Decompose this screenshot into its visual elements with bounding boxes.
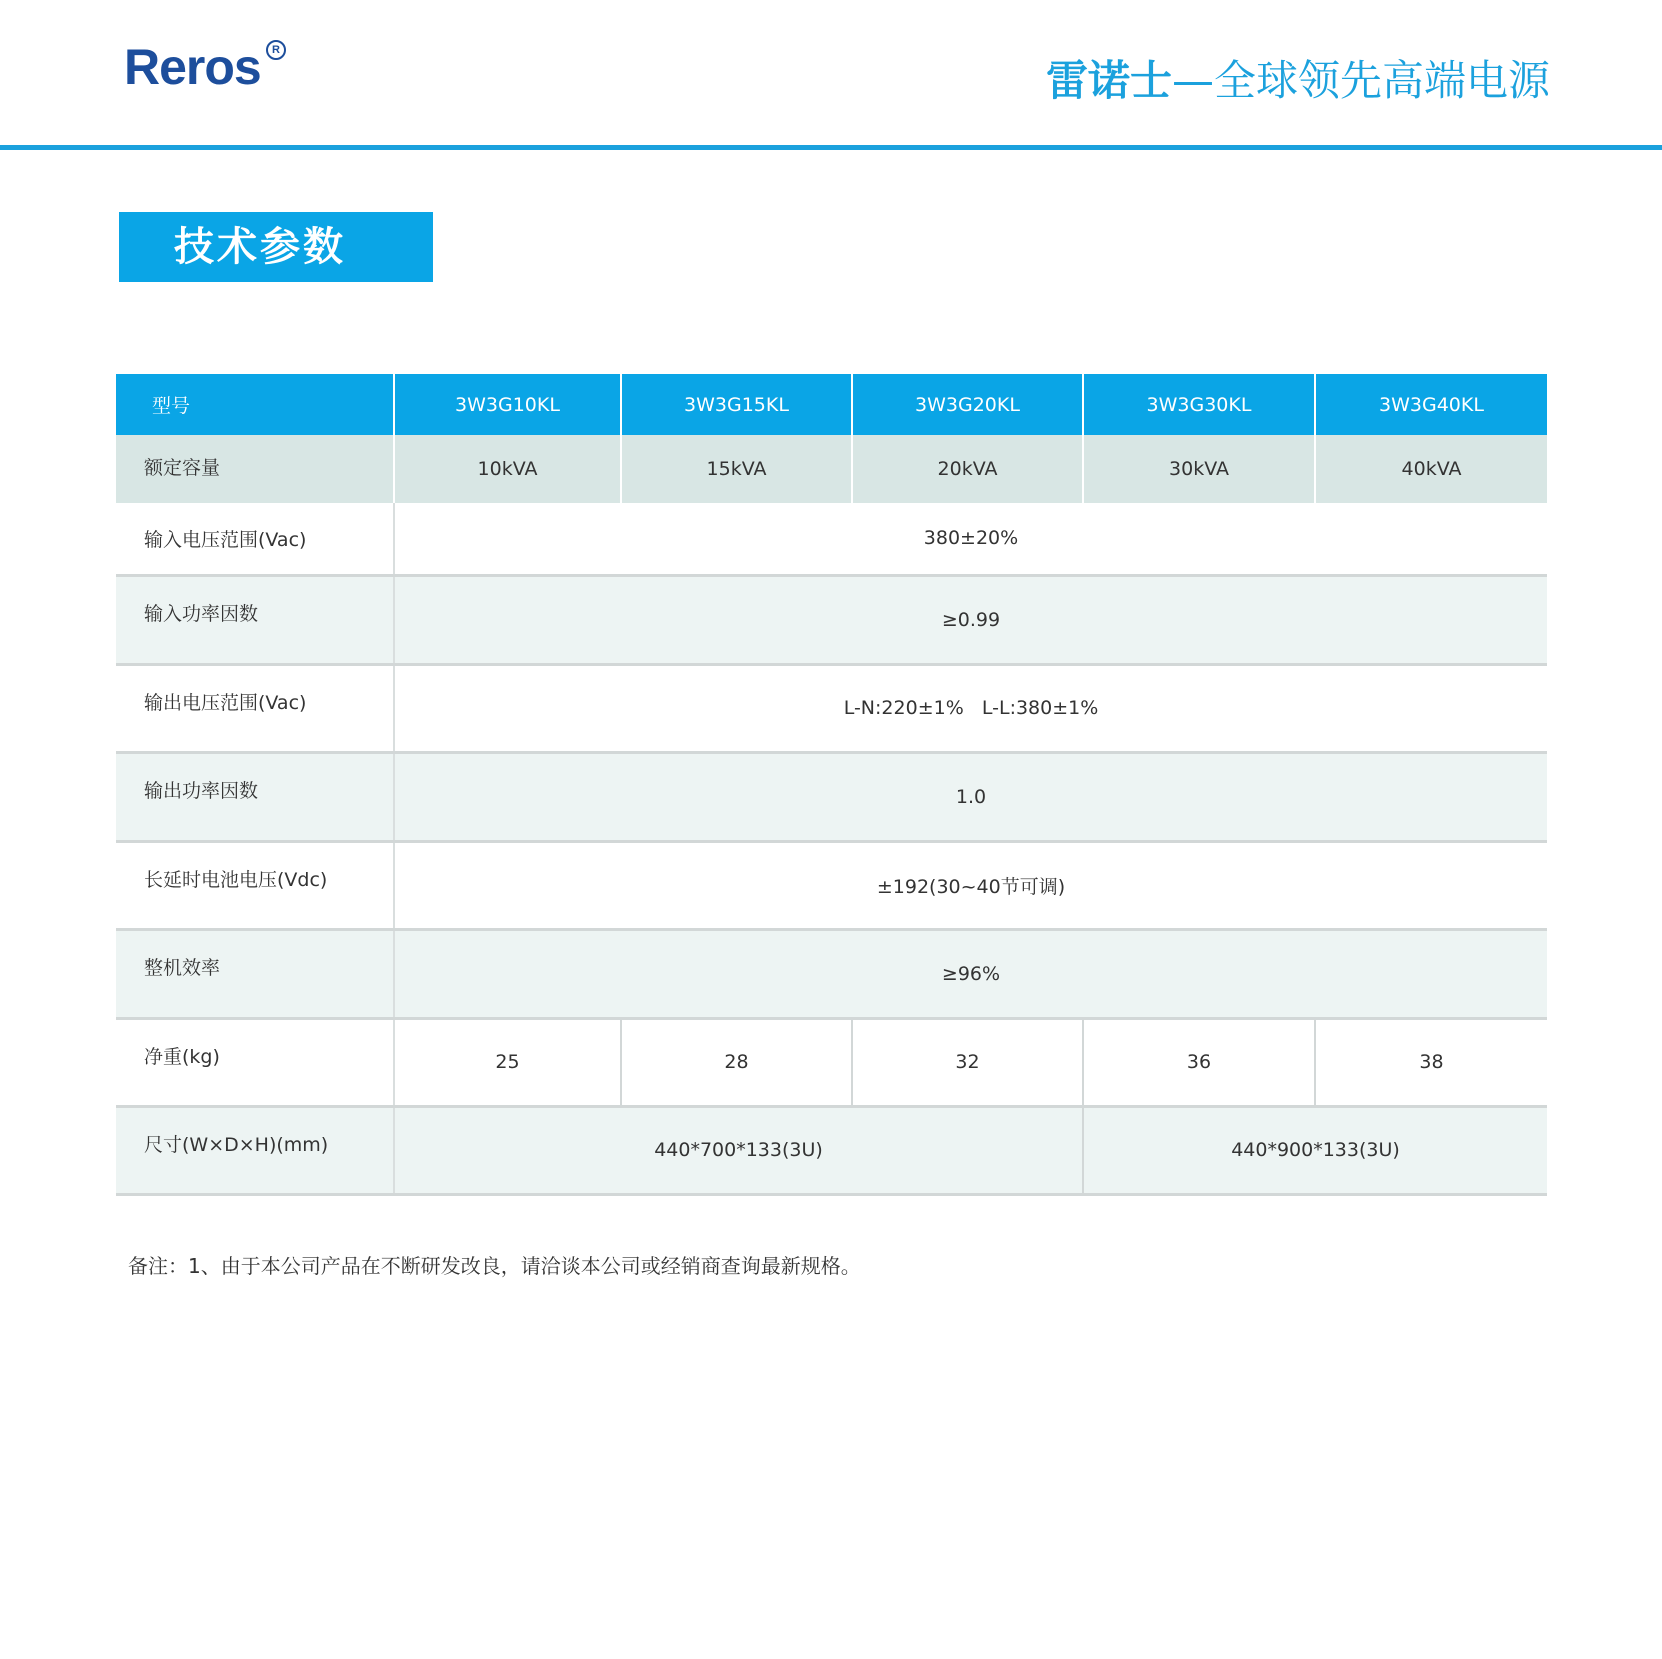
row-label: 输入功率因数: [116, 575, 394, 664]
tagline-brand: 雷诺士: [1045, 56, 1172, 105]
weight-cell: 25: [394, 1018, 621, 1106]
header-label: 型号: [116, 374, 394, 435]
registered-mark: R: [266, 40, 286, 60]
reros-logo: Reros: [124, 39, 261, 95]
table-row: [116, 1018, 1547, 1106]
row-label: 输出电压范围(Vac): [116, 664, 394, 752]
table-row: [116, 1106, 1547, 1194]
model-header: 3W3G10KL: [394, 374, 621, 435]
weight-cell: 38: [1315, 1018, 1547, 1106]
capacity-cell: 30kVA: [1083, 435, 1315, 503]
footnote: 备注：1、由于本公司产品在不断研发改良，请洽谈本公司或经销商查询最新规格。: [128, 1254, 861, 1278]
row-label: 长延时电池电压(Vdc): [116, 841, 394, 929]
row-label: 输出功率因数: [116, 752, 394, 841]
row-label: 净重(kg): [116, 1018, 394, 1106]
spec-table: [116, 374, 1547, 1196]
page-header: [0, 0, 1662, 150]
capacity-cell: 15kVA: [621, 435, 852, 503]
size-cell: 440*700*133(3U): [394, 1106, 1083, 1194]
value-cell: ≥96%: [394, 929, 1547, 1018]
capacity-cell: 10kVA: [394, 435, 621, 503]
model-header: 3W3G40KL: [1315, 374, 1547, 435]
model-header: 3W3G20KL: [852, 374, 1083, 435]
table-row: [116, 929, 1547, 1018]
tagline-text: —全球领先高端电源: [1171, 56, 1550, 105]
table-row: [116, 435, 1547, 503]
value-cell: L-N:220±1% L-L:380±1%: [394, 664, 1547, 752]
table-row: [116, 503, 1547, 575]
header-divider: [0, 145, 1662, 150]
row-label: 输入电压范围(Vac): [116, 503, 394, 575]
value-cell: ≥0.99: [394, 575, 1547, 664]
size-cell: 440*900*133(3U): [1083, 1106, 1547, 1194]
table-row: [116, 752, 1547, 841]
model-header: 3W3G15KL: [621, 374, 852, 435]
weight-cell: 28: [621, 1018, 852, 1106]
capacity-cell: 40kVA: [1315, 435, 1547, 503]
row-label: 整机效率: [116, 929, 394, 1018]
tagline: [1045, 56, 1550, 105]
row-label: 额定容量: [116, 435, 394, 503]
capacity-cell: 20kVA: [852, 435, 1083, 503]
section-title: 技术参数: [119, 212, 433, 282]
table-row: [116, 664, 1547, 752]
value-cell: ±192(30~40节可调): [394, 841, 1547, 929]
value-cell: 1.0: [394, 752, 1547, 841]
weight-cell: 32: [852, 1018, 1083, 1106]
weight-cell: 36: [1083, 1018, 1315, 1106]
table-row: [116, 841, 1547, 929]
value-cell: 380±20%: [394, 503, 1547, 575]
table-header-row: [116, 374, 1547, 435]
row-label: 尺寸(W×D×H)(mm): [116, 1106, 394, 1194]
table-row: [116, 575, 1547, 664]
model-header: 3W3G30KL: [1083, 374, 1315, 435]
